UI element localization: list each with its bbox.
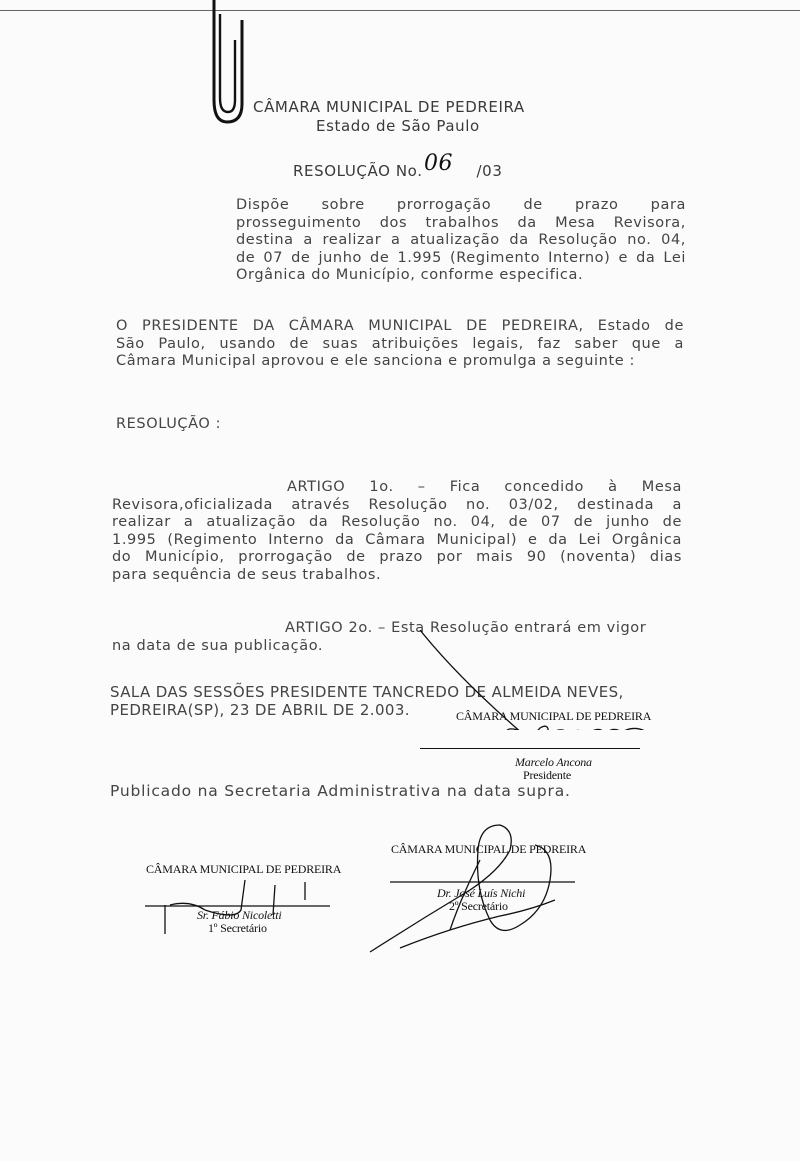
- resolution-year: /03: [476, 162, 503, 180]
- closing-line: PEDREIRA(SP), 23 DE ABRIL DE 2.003.: [110, 701, 410, 719]
- president-signature-line: [420, 748, 640, 749]
- article-1-line: do Município, prorrogação de prazo por mais 90 (noventa) dias: [112, 549, 682, 565]
- closing-line: SALA DAS SESSÕES PRESIDENTE TANCREDO DE ALMEIDA NEVES,: [110, 683, 624, 701]
- summary-line: prosseguimento dos trabalhos da Mesa Revisora,: [236, 214, 686, 231]
- preamble-line: [116, 318, 684, 336]
- article-2-line1-rest: – Esta Resolução entrará em vigor: [378, 620, 647, 636]
- article-1-label: ARTIGO 1o.: [287, 479, 394, 495]
- second-secretary-name: Dr. José Luís Nichi: [437, 886, 526, 900]
- first-secretary-name: Sr. Fábio Nicoletti: [197, 908, 282, 922]
- preamble-line1-rest: , Estado de: [578, 318, 685, 334]
- first-secretary-stamp-chamber: CÂMARA MUNICIPAL DE PEDREIRA: [146, 862, 342, 876]
- summary-line: de 07 de junho de 1.995 (Regimento Interno) e da Lei: [236, 249, 686, 266]
- first-secretary-role: 1º Secretário: [208, 921, 267, 935]
- state-header: Estado de São Paulo: [316, 117, 480, 135]
- preamble-line: São Paulo, usando de suas atribuições legais, faz saber que a: [116, 335, 684, 352]
- article-1-line1-rest: – Fica concedido à Mesa: [417, 479, 682, 495]
- article-1-line: [112, 479, 682, 497]
- summary-line: Orgânica do Município, conforme especifica.: [236, 267, 584, 283]
- summary-block: [236, 197, 686, 285]
- summary-line: destina a realizar a atualização da Resolução no. 04,: [236, 232, 686, 248]
- president-name: Marcelo Ancona: [515, 755, 592, 769]
- second-secretary-stamp-chamber: CÂMARA MUNICIPAL DE PEDREIRA: [391, 842, 587, 856]
- article-1-line: Revisora,oficializada através Resolução no. 03/02, destinada a: [112, 496, 682, 513]
- resolution-heading: RESOLUÇÃO :: [116, 416, 222, 432]
- summary-line: Dispõe sobre prorrogação de prazo para: [236, 197, 686, 213]
- article-1-line: realizar a atualização da Resolução no. 04, de 07 de junho de: [112, 514, 682, 530]
- president-stamp-chamber: CÂMARA MUNICIPAL DE PEDREIRA: [456, 709, 652, 723]
- published-note: Publicado na Secretaria Administrativa na data supra.: [110, 782, 571, 800]
- president-signature: [400, 630, 760, 730]
- preamble-block: [116, 318, 684, 371]
- article-1-line: para sequência de seus trabalhos.: [112, 566, 382, 583]
- paper-clip-icon: [200, 0, 260, 130]
- article-1-line: 1.995 (Regimento Interno da Câmara Municipal) e da Lei Orgânica: [112, 531, 682, 548]
- article-2-line: na data de sua publicação.: [112, 637, 324, 654]
- resolution-prefix: RESOLUÇÃO No.: [293, 162, 423, 180]
- second-secretary-role: 2º Secretário: [449, 899, 508, 913]
- president-title: O PRESIDENTE DA CÂMARA MUNICIPAL DE PEDREIRA: [116, 318, 579, 334]
- president-role: Presidente: [523, 768, 571, 782]
- chamber-header: CÂMARA MUNICIPAL DE PEDREIRA: [253, 98, 525, 116]
- preamble-line: Câmara Municipal aprovou e ele sanciona e promulga a seguinte :: [116, 353, 635, 369]
- resolution-title: [293, 151, 503, 182]
- resolution-number: 06: [423, 151, 454, 176]
- scan-top-edge-line: [0, 10, 800, 11]
- article-1: [112, 479, 682, 584]
- article-2-label: ARTIGO 2o.: [285, 620, 373, 636]
